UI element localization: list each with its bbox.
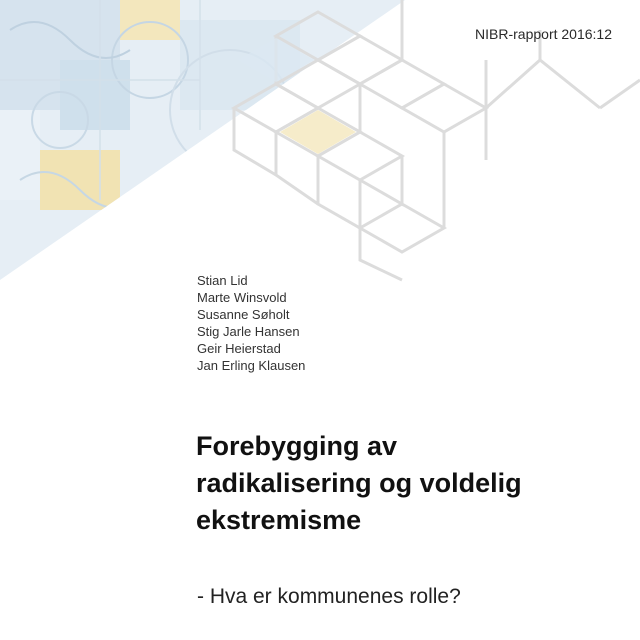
title-line: radikalisering og voldelig [196,468,522,498]
author-name: Marte Winsvold [197,290,287,305]
author-name: Stian Lid [197,273,248,288]
report-series-number: NIBR-rapport 2016:12 [475,26,612,42]
cover-illustration [0,0,640,300]
author-name: Susanne Søholt [197,307,290,322]
author-name: Geir Heierstad [197,341,281,356]
accent-cell [280,110,356,154]
author-name: Stig Jarle Hansen [197,324,300,339]
title-line: ekstremisme [196,505,362,535]
author-list [197,272,305,374]
title-line: Forebygging av [196,431,398,461]
report-title [196,428,616,539]
report-subtitle: - Hva er kommunenes rolle? [197,585,461,608]
author-name: Jan Erling Klausen [197,358,306,373]
